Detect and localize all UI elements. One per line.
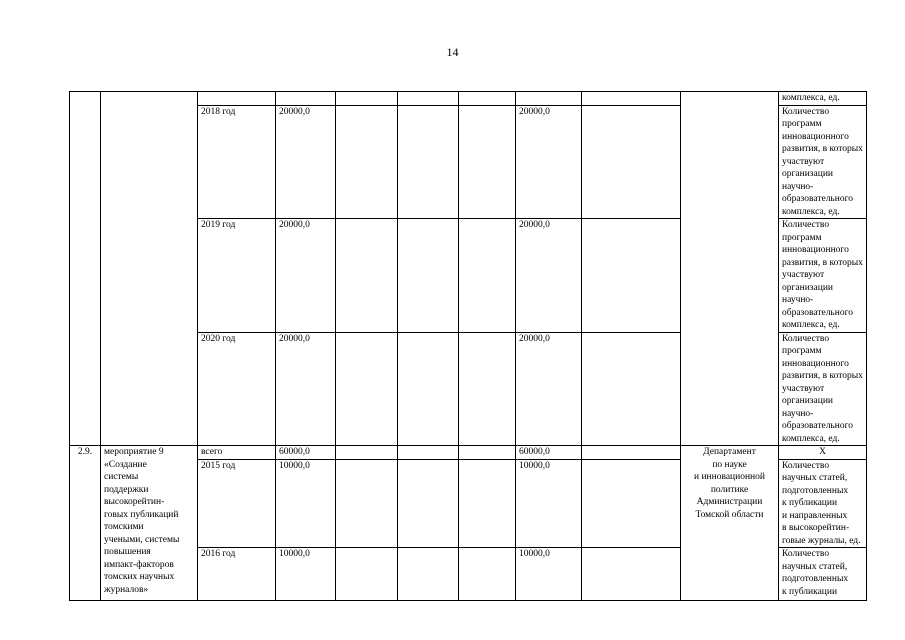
total-cell: 10000,0 [276, 459, 336, 548]
num-cell: 2.9. [70, 446, 101, 601]
indicator-cell: Количество научных статей, подготовленных к публикации [779, 548, 867, 601]
year-cell: 2016 год [198, 548, 276, 601]
other-cell: 60000,0 [516, 446, 582, 460]
program-table [69, 91, 867, 601]
year-cell: всего [198, 446, 276, 460]
total-cell: 20000,0 [276, 332, 336, 446]
table-row [70, 446, 867, 460]
indicator-cell: Количество программ инновационного развития, в которых участвуют организации научно- образовательного комплекса, ед. [779, 219, 867, 333]
executor-cell [681, 92, 779, 446]
num-cell [70, 92, 101, 446]
page-number: 14 [446, 45, 459, 59]
total-cell: 60000,0 [276, 446, 336, 460]
table-row [70, 92, 867, 106]
other-cell: 20000,0 [516, 219, 582, 333]
total-cell: 10000,0 [276, 548, 336, 601]
total-cell: 20000,0 [276, 105, 336, 219]
year-cell: 2015 год [198, 459, 276, 548]
indicator-cell: Х [779, 446, 867, 460]
year-cell: 2020 год [198, 332, 276, 446]
executor-cell: Департамент по науке и инновационной политике Администрации Томской области [681, 446, 779, 601]
total-cell: 20000,0 [276, 219, 336, 333]
other-cell: 10000,0 [516, 548, 582, 601]
measure-name-cell [101, 92, 198, 446]
year-cell: 2019 год [198, 219, 276, 333]
other-cell: 10000,0 [516, 459, 582, 548]
measure-name-cell: мероприятие 9 «Создание системы поддержки высокорейтин- говых публикаций томскими учеными, системы повышения импакт-факторов томских научных журналов» [101, 446, 198, 601]
indicator-cell: комплекса, ед. [779, 92, 867, 106]
other-cell: 20000,0 [516, 105, 582, 219]
other-cell: 20000,0 [516, 332, 582, 446]
indicator-cell: Количество программ инновационного развития, в которых участвуют организации научно- образовательного комплекса, ед. [779, 105, 867, 219]
indicator-cell: Количество программ инновационного развития, в которых участвуют организации научно- образовательного комплекса, ед. [779, 332, 867, 446]
year-cell [198, 92, 276, 106]
indicator-cell: Количество научных статей, подготовленных к публикации и направленных в высокорейтин- говые журналы, ед. [779, 459, 867, 548]
year-cell: 2018 год [198, 105, 276, 219]
